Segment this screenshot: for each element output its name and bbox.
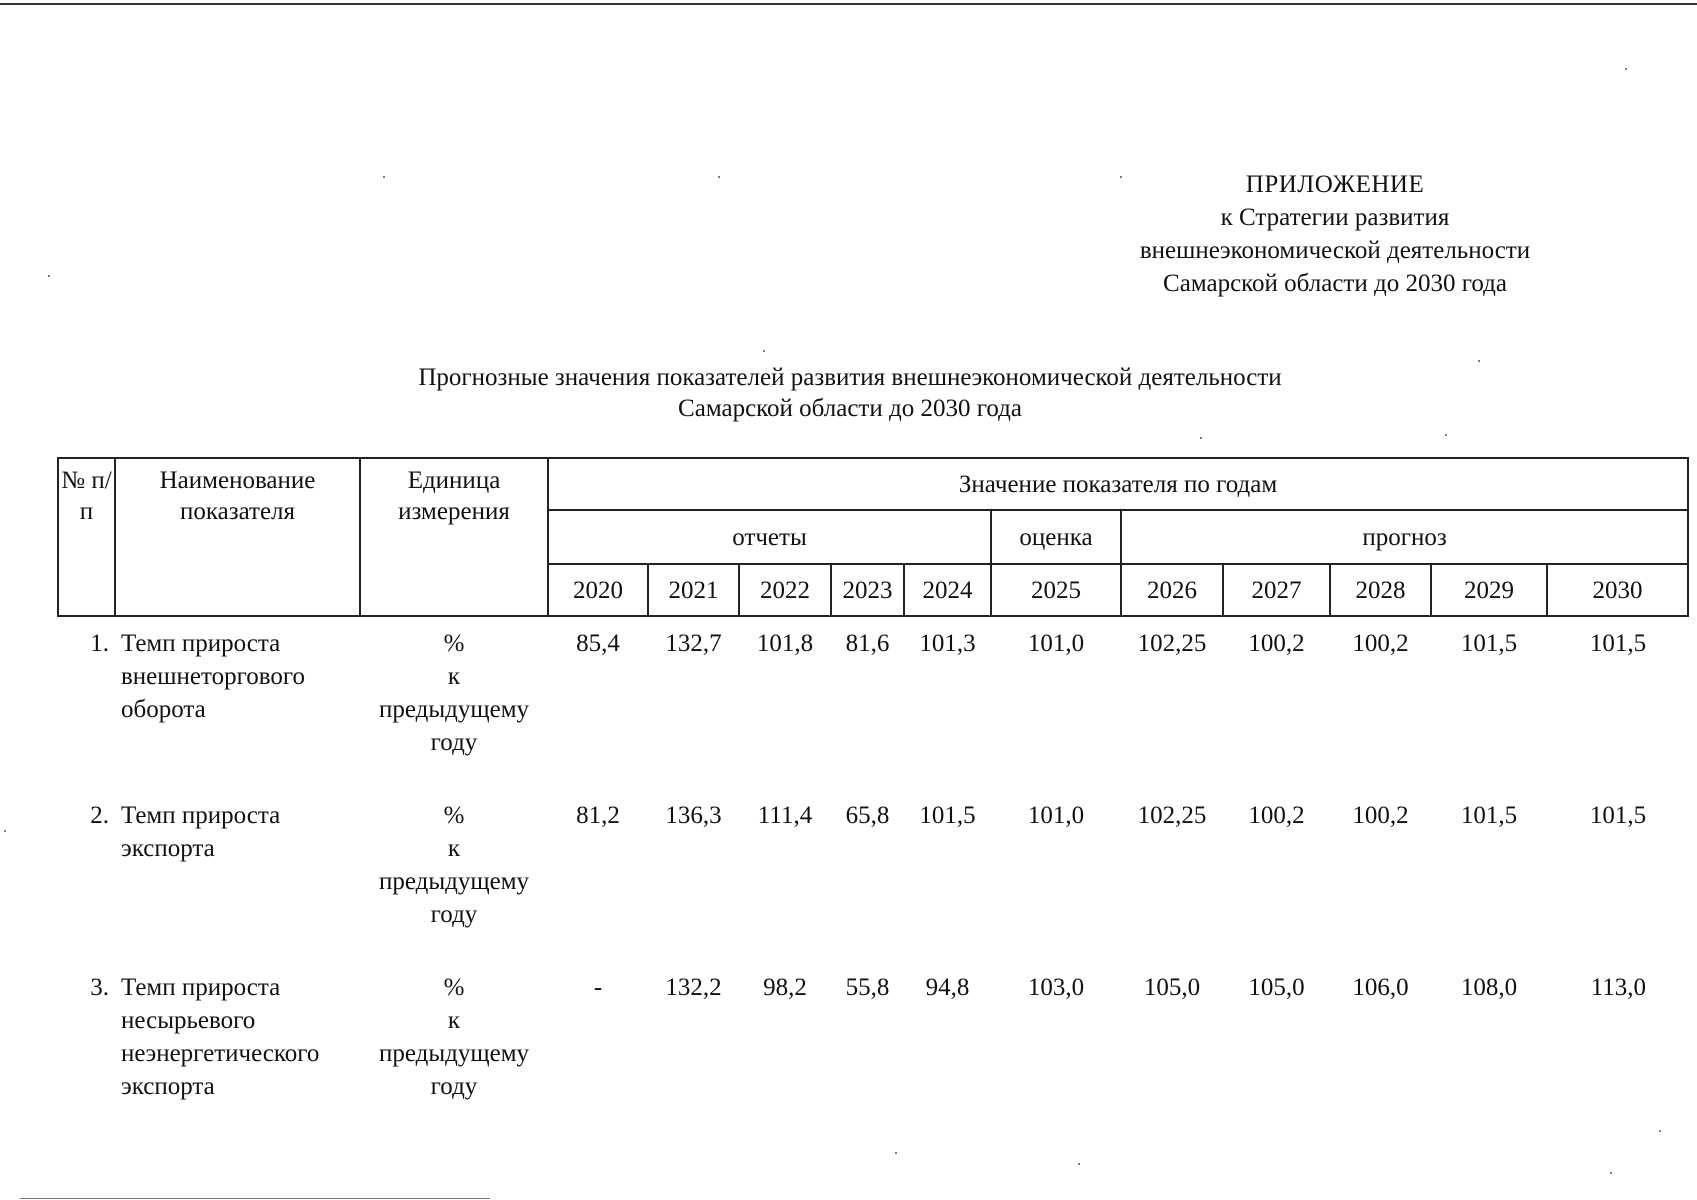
- value-cell: 113,0: [1590, 974, 1647, 1001]
- unit-line: предыдущему: [378, 1040, 530, 1067]
- row-indicator-name: Темп прироста внешнеторгового оборота: [121, 630, 305, 723]
- unit-line: %: [443, 974, 465, 1001]
- unit-line: %: [443, 802, 465, 829]
- value-cell: 55,8: [845, 974, 890, 1001]
- scan-speck: [1625, 68, 1627, 70]
- value-cell: 105,0: [1143, 974, 1201, 1001]
- header-year: 2021: [648, 564, 739, 616]
- value-cell: 101,5: [1460, 630, 1518, 657]
- unit-line: году: [430, 901, 478, 928]
- unit-line: к: [447, 663, 461, 690]
- value-cell: 94,8: [925, 974, 970, 1001]
- scan-speck: [1078, 1163, 1080, 1165]
- unit-line: предыдущему: [378, 868, 530, 895]
- value-cell: 101,5: [1460, 802, 1518, 829]
- header-forecast: прогноз: [1121, 510, 1688, 564]
- value-cell: 106,0: [1352, 974, 1409, 1001]
- unit-line: году: [430, 729, 478, 756]
- header-values-by-year: Значение показателя по годам: [548, 458, 1688, 510]
- scan-speck: [383, 176, 385, 178]
- value-cell: 100,2: [1248, 630, 1305, 657]
- appendix-line: Самарской области до 2030 года: [1163, 270, 1507, 297]
- table-row: [58, 789, 1688, 961]
- row-number: 3.: [90, 974, 109, 1001]
- value-cell: 101,5: [1589, 630, 1647, 657]
- header-unit: Единица измерения: [360, 458, 548, 616]
- unit-line: к: [447, 1007, 461, 1034]
- header-year: 2024: [904, 564, 991, 616]
- value-cell: 100,2: [1352, 802, 1409, 829]
- value-cell: 102,25: [1137, 630, 1207, 657]
- header-year: 2020: [548, 564, 648, 616]
- appendix-title: ПРИЛОЖЕНИЕ: [1245, 171, 1425, 198]
- header-year: 2022: [739, 564, 831, 616]
- table-row: [58, 616, 1688, 789]
- row-unit: [360, 961, 548, 1133]
- scan-speck: [1445, 434, 1447, 436]
- header-year: 2030: [1547, 564, 1688, 616]
- scan-border-top: [0, 3, 1697, 5]
- scan-speck: [763, 350, 765, 352]
- document-title: [300, 362, 1400, 424]
- row-indicator-name: Темп прироста несырьевого неэнергетического экспорта: [121, 974, 320, 1100]
- unit-line: предыдущему: [378, 696, 530, 723]
- document-title-line: Прогнозные значения показателей развития внешнеэкономической деятельности: [418, 364, 1282, 391]
- value-cell: 101,0: [1027, 802, 1085, 829]
- scan-speck: [1478, 360, 1480, 362]
- header-reports: отчеты: [548, 510, 991, 564]
- table-header: [58, 458, 1688, 616]
- header-year: 2028: [1330, 564, 1431, 616]
- scan-speck: [48, 275, 50, 277]
- unit-line: году: [430, 1073, 478, 1100]
- header-year: 2026: [1121, 564, 1223, 616]
- value-cell: 101,5: [919, 802, 976, 829]
- table-row: [58, 961, 1688, 1133]
- value-cell: 101,5: [1589, 802, 1647, 829]
- value-cell: 101,8: [756, 630, 814, 657]
- value-cell: 136,3: [665, 802, 722, 829]
- document-title-line: Самарской области до 2030 года: [678, 395, 1022, 422]
- header-year: 2027: [1223, 564, 1330, 616]
- table-body: [58, 616, 1688, 1133]
- value-cell: 100,2: [1352, 630, 1409, 657]
- header-name: Наименование показателя: [115, 458, 360, 616]
- appendix-line: к Стратегии развития: [1220, 204, 1450, 231]
- value-cell: 101,0: [1027, 630, 1085, 657]
- appendix-line: внешнеэкономической деятельности: [1139, 237, 1531, 264]
- value-cell: -: [593, 974, 603, 1001]
- header-year: 2025: [991, 564, 1121, 616]
- header-estimate: оценка: [991, 510, 1121, 564]
- value-cell: 65,8: [845, 802, 890, 829]
- unit-line: %: [443, 630, 465, 657]
- header-number: № п/п: [58, 458, 115, 616]
- scan-speck: [4, 830, 6, 832]
- unit-line: к: [447, 835, 461, 862]
- row-unit: [360, 789, 548, 961]
- scan-speck: [1610, 1172, 1612, 1174]
- value-cell: 103,0: [1027, 974, 1085, 1001]
- value-cell: 81,6: [845, 630, 890, 657]
- scan-border-bottom: [20, 1198, 490, 1199]
- value-cell: 132,2: [665, 974, 722, 1001]
- value-cell: 111,4: [757, 802, 813, 829]
- header-year: 2023: [831, 564, 904, 616]
- scan-speck: [718, 176, 720, 178]
- value-cell: 81,2: [576, 802, 620, 829]
- value-cell: 100,2: [1248, 802, 1305, 829]
- value-cell: 105,0: [1248, 974, 1305, 1001]
- value-cell: 101,3: [919, 630, 976, 657]
- value-cell: 85,4: [576, 630, 620, 657]
- row-unit: [360, 616, 548, 789]
- scan-speck: [895, 1152, 897, 1154]
- value-cell: 108,0: [1460, 974, 1518, 1001]
- row-indicator-name: Темп прироста экспорта: [121, 802, 281, 862]
- row-number: 1.: [90, 630, 109, 657]
- indicators-table: [57, 457, 1689, 1133]
- row-number: 2.: [90, 802, 109, 829]
- value-cell: 102,25: [1137, 802, 1207, 829]
- value-cell: 98,2: [763, 974, 807, 1001]
- value-cell: 132,7: [665, 630, 722, 657]
- header-year: 2029: [1431, 564, 1547, 616]
- appendix-header: [1060, 168, 1610, 300]
- scan-speck: [1200, 437, 1202, 439]
